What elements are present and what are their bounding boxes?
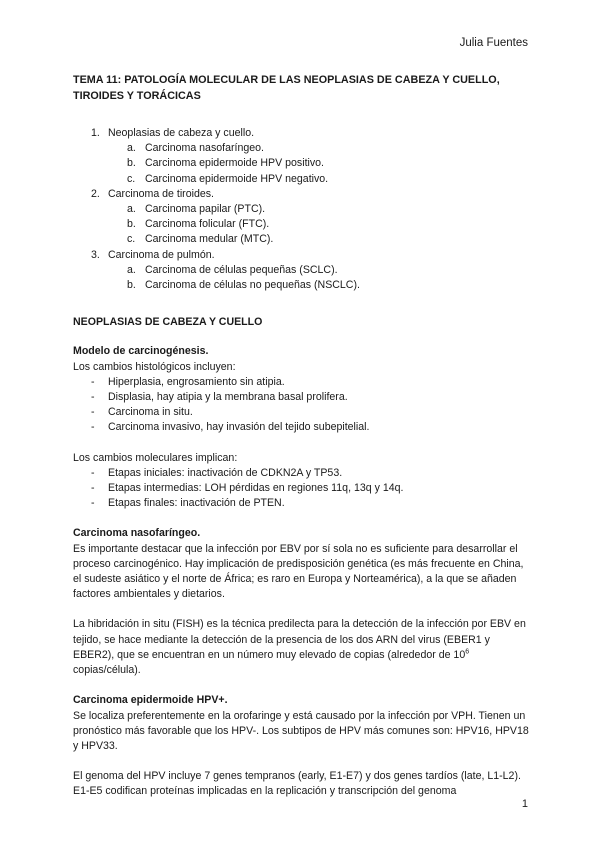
outline-item: 1. Neoplasias de cabeza y cuello.	[91, 127, 255, 139]
outline-subitem: b. Carcinoma epidermoide HPV positivo.	[127, 157, 324, 170]
list-item: - Carcinoma invasivo, hay invasión del tejido subepitelial.	[91, 421, 370, 434]
list-item: - Displasia, hay atipia y la membrana basal prolifera.	[91, 391, 348, 404]
outline-subitem: c. Carcinoma epidermoide HPV negativo.	[127, 172, 329, 185]
outline-subitem: b. Carcinoma de células no pequeñas (NSCLC).	[127, 279, 360, 292]
list-item: - Hiperplasia, engrosamiento sin atipia.	[91, 375, 285, 388]
list-item: - Carcinoma in situ.	[91, 406, 193, 419]
hpv-positive-paragraph-1: Se localiza preferentemente en la orofaringe y está causado por la infección por VPH. Tienen un pronóstico más favorable que los HPV-. Los subtipos de HPV más comunes son: HPV16, HPV18 y HPV33.	[73, 709, 529, 752]
outline-list	[73, 126, 529, 293]
hpv-positive-heading: Carcinoma epidermoide HPV+.	[73, 694, 228, 707]
histo-list	[73, 375, 529, 436]
header-author: Julia Fuentes	[459, 37, 528, 49]
outline-subitem: b. Carcinoma folicular (FTC).	[127, 218, 270, 231]
outline-item: 3. Carcinoma de pulmón.	[91, 248, 215, 261]
list-item: - Etapas finales: inactivación de PTEN.	[91, 497, 285, 510]
title-line-2: TIROIDES Y TORÁCICAS	[73, 90, 201, 102]
mol-list	[73, 466, 529, 512]
nasopharyngeal-paragraph-2: La hibridación in situ (FISH) es la técnica predilecta para la detección de la infección por EBV en tejido, se hace mediante la detección de la presencia de los dos ARN del virus (EBER1 y EBER2), que se encuentran en un número muy elevado de copias (alrededor de $10^6$ copias/célula).	[73, 618, 526, 677]
section-heading: NEOPLASIAS DE CABEZA Y CUELLO	[73, 316, 263, 329]
title-line-1: TEMA 11: PATOLOGÍA MOLECULAR DE LAS NEOPLASIAS DE CABEZA Y CUELLO,	[73, 74, 500, 86]
document-title	[73, 72, 529, 104]
nasopharyngeal-heading: Carcinoma nasofaríngeo.	[73, 527, 201, 540]
hpv-positive-paragraph-2: El genoma del HPV incluye 7 genes tempranos (early, E1-E7) y dos genes tardíos (late, L1-L2). E1-E5 codifican proteínas implicadas en la replicación y transcripción del genoma	[73, 770, 521, 798]
outline-subitem: a. Carcinoma de células pequeñas (SCLC).	[127, 263, 338, 276]
carcinogenesis-heading: Modelo de carcinogénesis.	[73, 345, 209, 358]
list-item: - Etapas intermedias: LOH pérdidas en regiones 11q, 13q y 14q.	[91, 482, 404, 495]
outline-subitem: a. Carcinoma papilar (PTC).	[127, 203, 266, 216]
outline-subitem: a. Carcinoma nasofaríngeo.	[127, 142, 264, 155]
outline-subitem: c. Carcinoma medular (MTC).	[127, 233, 274, 246]
outline-item: 2. Carcinoma de tiroides.	[91, 187, 214, 200]
nasopharyngeal-paragraph-1: Es importante destacar que la infección por EBV por sí sola no es suficiente para desarrollar el proceso carcinogénico. Hay implicación de predisposición genética (es más frecuente en China, el sudeste asiático y el norte de África; es raro en Europa y Norteamérica), a la que se añaden factores ambientales y dietarios.	[73, 542, 524, 601]
histo-intro: Los cambios histológicos incluyen:	[73, 360, 236, 373]
list-item: - Etapas iniciales: inactivación de CDKN2A y TP53.	[91, 466, 343, 479]
document-body	[73, 72, 529, 800]
page-number: 1	[521, 798, 528, 810]
mol-intro: Los cambios moleculares implican:	[73, 451, 238, 464]
